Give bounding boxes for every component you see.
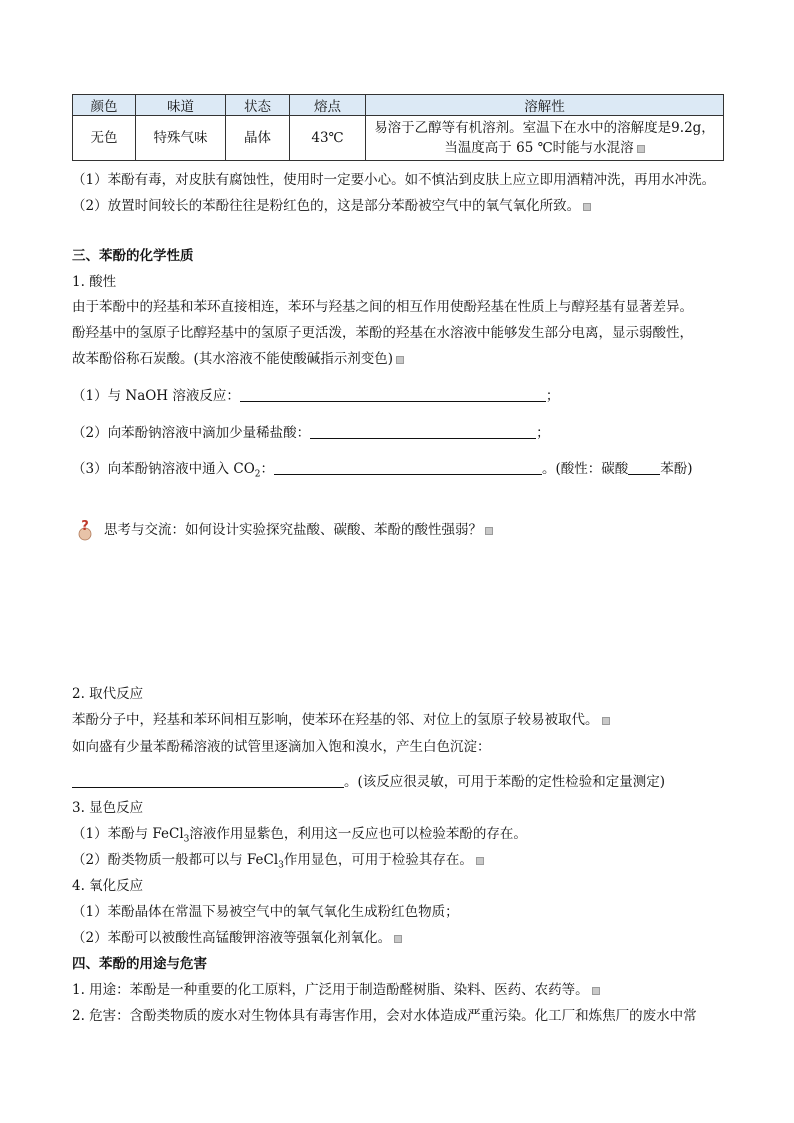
use-line-text: 1. 用途：苯酚是一种重要的化工原料，广泛用于制造酚醛树脂、染料、医药、农药等。	[72, 982, 589, 998]
oxidation-heading: 4. 氧化反应	[72, 878, 144, 894]
acidity-para-1: 由于苯酚中的羟基和苯环直接相连，苯环与羟基之间的相互作用使酚羟基在性质上与醇羟基有显著差异。	[72, 299, 693, 315]
answer-blank-acidity-compare[interactable]	[628, 460, 660, 475]
question-co2-acidity: 。(酸性：碳酸	[542, 461, 629, 477]
solubility-text: 易溶于乙醇等有机溶剂。室温下在水中的溶解度是9.2g，当温度高于 65 ℃时能与水混溶	[374, 120, 715, 156]
harm-line: 2. 危害：含酚类物质的废水对生物体具有毒害作用，会对水体造成严重污染。化工厂和炼焦厂的废水中常	[72, 1008, 697, 1024]
question-hcl	[72, 423, 550, 443]
substitution-line-1	[72, 710, 610, 730]
substitution-line-3-text: 。(该反应很灵敏，可用于苯酚的定性检验和定量测定)	[344, 774, 666, 790]
substitution-line-2: 如向盛有少量苯酚稀溶液的试管里逐滴加入饱和溴水，产生白色沉淀：	[72, 739, 491, 755]
paragraph-mark-icon	[583, 203, 591, 211]
paragraph-mark-icon	[637, 145, 645, 153]
svg-text:?: ?	[81, 519, 89, 534]
cell-melting-point: 43℃	[290, 116, 366, 161]
paragraph-mark-icon	[485, 527, 493, 535]
acidity-para-2: 酚羟基中的氢原子比醇羟基中的氢原子更活泼，苯酚的羟基在水溶液中能够发生部分电离，显示弱酸性，	[72, 325, 693, 341]
paragraph-mark-icon	[394, 935, 402, 943]
header-color: 颜色	[73, 95, 136, 116]
phenol-properties-table	[72, 94, 724, 161]
color-reaction-line-2	[72, 850, 484, 870]
section-3-title: 三、苯酚的化学性质	[72, 248, 194, 264]
paragraph-mark-icon	[476, 857, 484, 865]
header-melting-point: 熔点	[290, 95, 366, 116]
co2-subscript: 2	[254, 469, 261, 480]
acidity-heading: 1. 酸性	[72, 274, 117, 290]
note-2	[72, 196, 591, 216]
cell-state: 晶体	[226, 116, 290, 161]
question-hcl-label: （2）向苯酚钠溶液中滴加少量稀盐酸：	[72, 425, 311, 441]
substitution-line-3	[72, 772, 665, 792]
oxidation-line-1: （1）苯酚晶体在常温下易被空气中的氧气氧化生成粉红色物质；	[72, 904, 459, 920]
note-2-text: （2）放置时间较长的苯酚往往是粉红色的，这是部分苯酚被空气中的氧气氧化所致。	[72, 198, 581, 214]
substitution-line-1-text: 苯酚分子中，羟基和苯环间相互影响，使苯环在羟基的邻、对位上的氢原子较易被取代。	[72, 712, 599, 728]
table-row	[73, 116, 724, 161]
question-hcl-end: ；	[536, 425, 550, 441]
color-l1-b: 溶液作用显紫色，利用这一反应也可以检验苯酚的存在。	[189, 826, 527, 842]
answer-blank-co2[interactable]	[274, 460, 542, 475]
color-reaction-heading: 3. 显色反应	[72, 800, 144, 816]
question-co2-colon: ：	[260, 461, 275, 477]
fecl3-subscript: 3	[278, 860, 284, 871]
oxidation-line-2-text: （2）苯酚可以被酸性高锰酸钾溶液等强氧化剂氧化。	[72, 930, 392, 946]
header-state: 状态	[226, 95, 290, 116]
color-reaction-line-1	[72, 824, 527, 844]
acidity-para-3-text: 故苯酚俗称石炭酸。(其水溶液不能使酸碱指示剂变色)	[72, 351, 394, 367]
color-l2-a: （2）酚类物质一般都可以与 FeCl	[72, 852, 279, 868]
cell-odor: 特殊气味	[136, 116, 226, 161]
answer-blank-bromine[interactable]	[72, 773, 344, 788]
think-and-discuss-text: 思考与交流：如何设计实验探究盐酸、碳酸、苯酚的酸性强弱？	[104, 522, 482, 538]
think-and-discuss	[104, 520, 493, 540]
use-line	[72, 980, 600, 1000]
color-l1-a: （1）苯酚与 FeCl	[72, 826, 184, 842]
header-solubility: 溶解性	[366, 95, 724, 116]
fecl3-subscript: 3	[183, 834, 190, 845]
answer-blank-hcl[interactable]	[310, 424, 536, 439]
table-header-row	[73, 95, 724, 116]
question-naoh	[72, 386, 559, 406]
question-naoh-end: ；	[545, 388, 560, 404]
paragraph-mark-icon	[396, 356, 404, 364]
oxidation-line-2	[72, 928, 402, 948]
section-4-title: 四、苯酚的用途与危害	[72, 956, 207, 972]
question-naoh-label: （1）与 NaOH 溶液反应：	[72, 388, 240, 404]
question-co2-label: （3）向苯酚钠溶液中通入 CO	[72, 461, 255, 477]
cell-solubility	[366, 116, 724, 161]
header-odor: 味道	[136, 95, 226, 116]
question-co2-end: 苯酚)	[660, 461, 693, 477]
answer-blank-naoh[interactable]	[240, 387, 546, 402]
thinking-person-icon	[76, 519, 94, 541]
paragraph-mark-icon	[592, 987, 600, 995]
question-co2	[72, 459, 693, 479]
color-l2-b: 作用显色，可用于检验其存在。	[283, 852, 473, 868]
cell-color: 无色	[73, 116, 136, 161]
paragraph-mark-icon	[602, 717, 610, 725]
acidity-para-3	[72, 349, 404, 369]
note-1: （1）苯酚有毒，对皮肤有腐蚀性，使用时一定要小心。如不慎沾到皮肤上应立即用酒精冲洗，再用水冲洗。	[72, 172, 716, 188]
substitution-heading: 2. 取代反应	[72, 686, 144, 702]
